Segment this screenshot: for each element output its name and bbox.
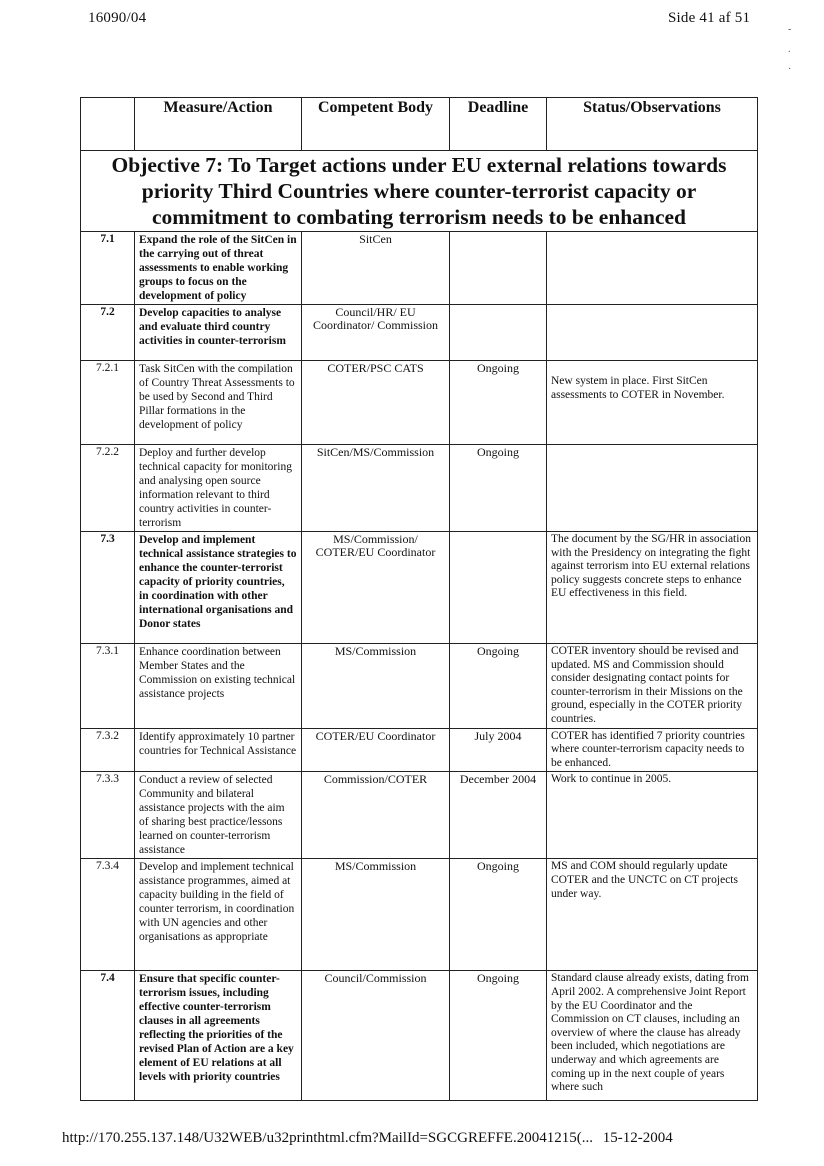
table-row	[81, 772, 758, 859]
row-competent-body: Council/HR/ EU Coordinator/ Commission	[302, 305, 450, 361]
row-deadline: Ongoing	[450, 644, 547, 729]
table-row	[81, 361, 758, 445]
row-deadline: July 2004	[450, 728, 547, 772]
row-status	[547, 305, 758, 361]
row-deadline	[450, 532, 547, 644]
row-competent-body: SitCen/MS/Commission	[302, 445, 450, 532]
row-measure: Conduct a review of selected Community and bilateral assistance projects with the aim of sharing best practice/lessons learned on counter-terrorism assistance	[135, 772, 302, 859]
row-deadline: Ongoing	[450, 971, 547, 1101]
row-deadline: Ongoing	[450, 361, 547, 445]
print-date: 15-12-2004	[602, 1130, 673, 1146]
column-header-measure: Measure/Action	[135, 98, 302, 151]
table-row	[81, 445, 758, 532]
row-measure: Expand the role of the SitCen in the carrying out of threat assessments to enable working groups to focus on the development of policy	[135, 232, 302, 305]
row-measure: Identify approximately 10 partner countries for Technical Assistance	[135, 728, 302, 772]
document-reference: 16090/04	[88, 10, 147, 26]
row-status: The document by the SG/HR in association with the Presidency on integrating the fight against terrorism into EU external relations policy suggests concrete steps to enhance EU effectiveness in this field.	[547, 532, 758, 644]
row-number: 7.2.1	[81, 361, 135, 445]
scan-specks: - . ·	[788, 24, 792, 75]
row-competent-body: MS/Commission	[302, 644, 450, 729]
table-row	[81, 859, 758, 971]
column-header-body: Competent Body	[302, 98, 450, 151]
table-row	[81, 971, 758, 1101]
row-measure: Deploy and further develop technical capacity for monitoring and analysing open source information relevant to third country activities in counter-terrorism	[135, 445, 302, 532]
page-footer	[62, 1130, 673, 1147]
table-header-row	[81, 98, 758, 151]
row-status: Standard clause already exists, dating from April 2002. A comprehensive Joint Report by the EU Coordinator and the Commission on CT clauses, including an overview of where the clause has already been included, which negotiations are underway and which agreements are coming up in the next couple of years where such	[547, 971, 758, 1101]
row-number: 7.1	[81, 232, 135, 305]
row-number: 7.2	[81, 305, 135, 361]
row-measure: Task SitCen with the compilation of Country Threat Assessments to be used by Second and Third Pillar formations in the development of policy	[135, 361, 302, 445]
row-number: 7.3.3	[81, 772, 135, 859]
row-measure: Develop and implement technical assistance programmes, aimed at capacity building in the field of counter terrorism, in coordination with UN agencies and other organisations as appropriate	[135, 859, 302, 971]
page-number: Side 41 af 51	[668, 10, 751, 26]
table-row	[81, 232, 758, 305]
row-number: 7.3	[81, 532, 135, 644]
row-number: 7.3.2	[81, 728, 135, 772]
row-measure: Ensure that specific counter-terrorism issues, including effective counter-terrorism clauses in all agreements reflecting the priorities of the revised Plan of Action are a key element of EU relations at all levels with priority countries	[135, 971, 302, 1101]
column-header-status: Status/Observations	[547, 98, 758, 151]
row-competent-body: COTER/PSC CATS	[302, 361, 450, 445]
source-url: http://170.255.137.148/U32WEB/u32printhtml.cfm?MailId=SGCGREFFE.20041215(...	[62, 1130, 593, 1146]
table-row	[81, 532, 758, 644]
row-status: COTER inventory should be revised and updated. MS and Commission should consider designating contact points for counter-terrorism in their Missions on the ground, especially in the COTER priority countries.	[547, 644, 758, 729]
row-measure: Develop and implement technical assistance strategies to enhance the counter-terrorist capacity of priority countries, in coordination with other international organisations and Donor states	[135, 532, 302, 644]
row-deadline	[450, 232, 547, 305]
column-header-deadline: Deadline	[450, 98, 547, 151]
row-status: New system in place. First SitCen assessments to COTER in November.	[547, 361, 758, 445]
row-competent-body: MS/Commission/ COTER/EU Coordinator	[302, 532, 450, 644]
row-status: MS and COM should regularly update COTER and the UNCTC on CT projects under way.	[547, 859, 758, 971]
row-deadline	[450, 305, 547, 361]
row-number: 7.4	[81, 971, 135, 1101]
table-row	[81, 728, 758, 772]
objective-row	[81, 151, 758, 232]
objective-heading: Objective 7: To Target actions under EU external relations towards priority Third Countries where counter-terrorist capacity or commitment to combating terrorism needs to be enhanced	[81, 151, 758, 232]
row-competent-body: COTER/EU Coordinator	[302, 728, 450, 772]
action-plan-table	[80, 97, 758, 1101]
row-status	[547, 232, 758, 305]
row-competent-body: Council/Commission	[302, 971, 450, 1101]
row-competent-body: SitCen	[302, 232, 450, 305]
row-measure: Enhance coordination between Member States and the Commission on existing technical assistance projects	[135, 644, 302, 729]
row-status: COTER has identified 7 priority countries where counter-terrorism capacity needs to be enhanced.	[547, 728, 758, 772]
table-row	[81, 305, 758, 361]
row-number: 7.2.2	[81, 445, 135, 532]
table-row	[81, 644, 758, 729]
row-competent-body: Commission/COTER	[302, 772, 450, 859]
row-deadline: December 2004	[450, 772, 547, 859]
row-number: 7.3.1	[81, 644, 135, 729]
row-status	[547, 445, 758, 532]
column-header-number	[81, 98, 135, 151]
row-status: Work to continue in 2005.	[547, 772, 758, 859]
row-number: 7.3.4	[81, 859, 135, 971]
row-deadline: Ongoing	[450, 445, 547, 532]
row-deadline: Ongoing	[450, 859, 547, 971]
row-competent-body: MS/Commission	[302, 859, 450, 971]
row-measure: Develop capacities to analyse and evaluate third country activities in counter-terrorism	[135, 305, 302, 361]
